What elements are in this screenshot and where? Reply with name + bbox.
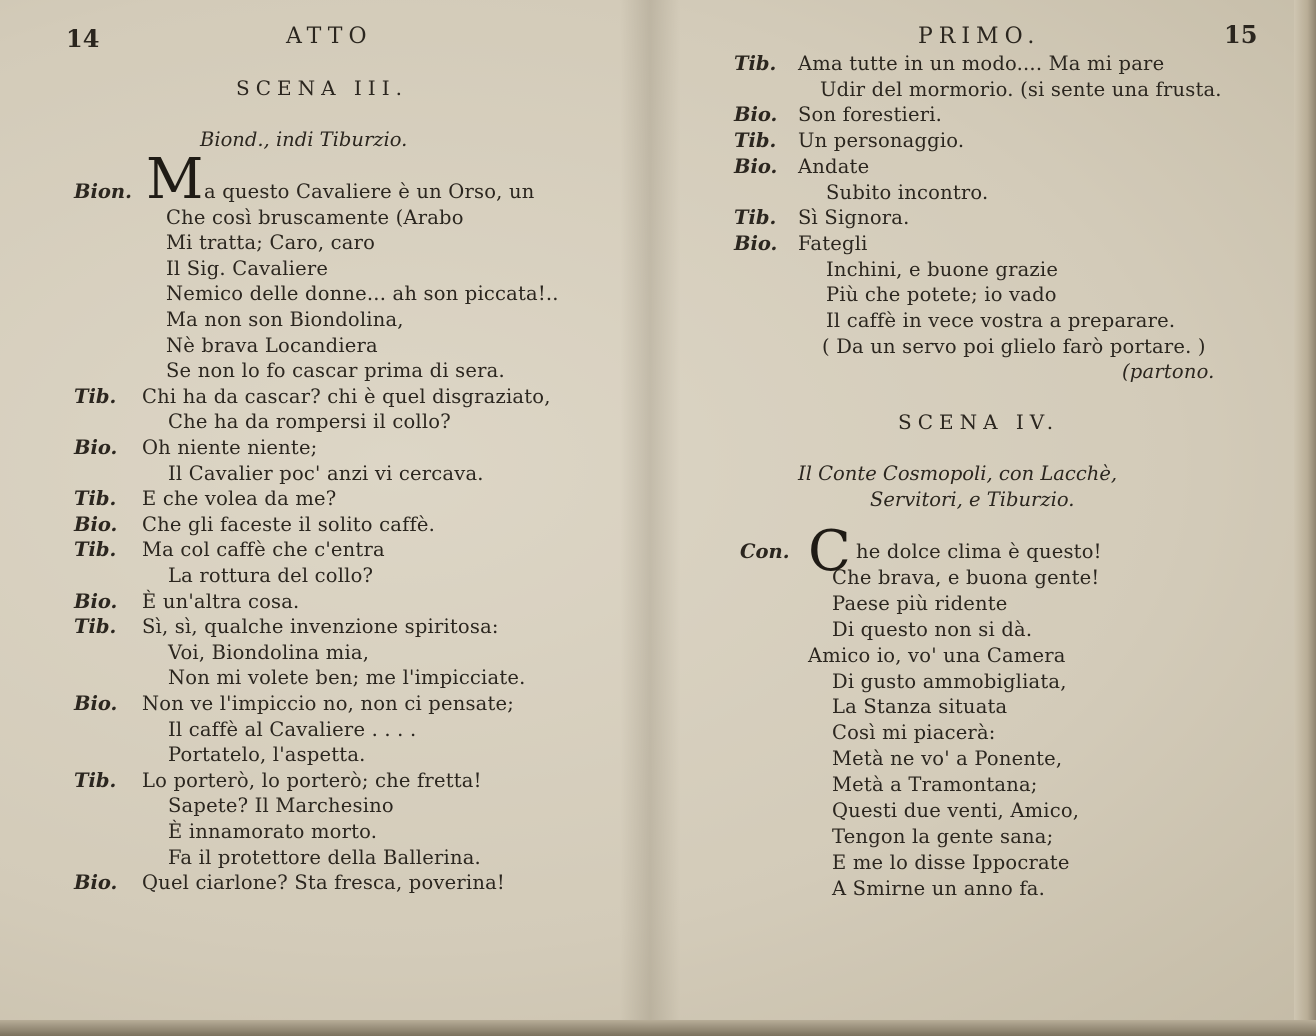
verse-line: È innamorato morto. bbox=[168, 820, 378, 843]
verse-line: Nemico delle donne... ah son piccata!.. bbox=[166, 282, 559, 306]
verse-line: Subito incontro. bbox=[826, 180, 989, 204]
speaker-label: Bio. bbox=[74, 436, 118, 459]
verse-line: a questo Cavaliere è un Orso, un bbox=[204, 180, 535, 203]
verse-line: Mi tratta; Caro, caro bbox=[166, 231, 376, 255]
verse-line: A Smirne un anno fa. bbox=[832, 876, 1046, 900]
speaker-label: Bio. bbox=[734, 103, 778, 127]
verse-line: È un'altra cosa. bbox=[142, 589, 300, 613]
verse-line: Più che potete; io vado bbox=[826, 283, 1057, 307]
running-head: ATTO bbox=[286, 24, 373, 49]
verse-line: Andate bbox=[798, 154, 870, 178]
speaker-label: Bio. bbox=[74, 512, 118, 536]
scene-persons: Il Conte Cosmopoli, con Lacchè, bbox=[798, 462, 1118, 485]
verse-line: Paese più ridente bbox=[832, 591, 1008, 615]
drop-cap: M bbox=[146, 147, 204, 212]
verse-line: Ama tutte in un modo.... Ma mi pare bbox=[798, 52, 1165, 75]
verse-line: Portatelo, l'aspetta. bbox=[168, 743, 366, 767]
verse-line: Che gli faceste il solito caffè. bbox=[142, 512, 436, 536]
speaker-label: Con. bbox=[740, 540, 790, 563]
speaker-label: Tib. bbox=[74, 768, 117, 792]
drop-cap: C bbox=[808, 519, 851, 584]
verse-line: Il caffè al Cavaliere . . . . bbox=[168, 717, 417, 741]
verse-line: Un personaggio. bbox=[798, 129, 965, 153]
verse-line: Se non lo fo cascar prima di sera. bbox=[166, 359, 505, 383]
right-page bbox=[652, 0, 1316, 1036]
verse-line: Voi, Biondolina mia, bbox=[168, 640, 370, 664]
verse-line: (partono. bbox=[1122, 360, 1215, 384]
speaker-label: Bio. bbox=[734, 231, 778, 255]
verse-line: Metà ne vo' a Ponente, bbox=[832, 747, 1063, 771]
verse-line: Quel ciarlone? Sta fresca, poverina! bbox=[142, 871, 505, 895]
verse-line: Nè brava Locandiera bbox=[166, 333, 378, 357]
verse-line: Fategli bbox=[798, 231, 868, 255]
verse-line: Sì, sì, qualche invenzione spiritosa: bbox=[142, 615, 499, 639]
speaker-label: Tib. bbox=[74, 615, 117, 639]
speaker-label: Bio. bbox=[74, 589, 118, 613]
speaker-label: Tib. bbox=[74, 487, 117, 511]
verse-line: Di questo non si dà. bbox=[832, 617, 1033, 641]
page-number: 14 bbox=[66, 24, 100, 53]
verse-line: Non mi volete ben; me l'impicciate. bbox=[168, 666, 526, 690]
speaker-label: Tib. bbox=[734, 52, 777, 75]
verse-line: Il Sig. Cavaliere bbox=[166, 256, 329, 280]
verse-line: Che così bruscamente (Arabo bbox=[166, 205, 464, 229]
verse-line: Il caffè in vece vostra a preparare. bbox=[826, 309, 1176, 332]
verse-line: he dolce clima è questo! bbox=[856, 540, 1102, 563]
verse-line: Metà a Tramontana; bbox=[832, 773, 1038, 797]
verse-line: Lo porterò, lo porterò; che fretta! bbox=[142, 768, 482, 792]
verse-line: Non ve l'impiccio no, non ci pensate; bbox=[142, 692, 515, 715]
verse-line: Che brava, e buona gente! bbox=[832, 565, 1100, 589]
scene-title: SCENA III. bbox=[236, 76, 408, 100]
speaker-label: Tib. bbox=[734, 129, 777, 153]
verse-line: Così mi piacerà: bbox=[832, 721, 996, 745]
verse-line: ( Da un servo poi glielo farò portare. ) bbox=[822, 334, 1206, 358]
verse-line: Tengon la gente sana; bbox=[832, 824, 1054, 848]
page-number: 15 bbox=[1224, 20, 1258, 49]
verse-line: Il Cavalier poc' anzi vi cercava. bbox=[168, 461, 484, 485]
scene-persons: Servitori, e Tiburzio. bbox=[870, 488, 1075, 511]
page-edge bbox=[1294, 0, 1316, 1036]
page-bottom-edge bbox=[0, 1020, 1316, 1036]
verse-line: Fa il protettore della Ballerina. bbox=[168, 845, 481, 869]
speaker-label: Bio. bbox=[74, 871, 118, 895]
verse-line: Questi due venti, Amico, bbox=[832, 799, 1080, 822]
speaker-label: Bio. bbox=[74, 692, 118, 715]
verse-line: Inchini, e buone grazie bbox=[826, 257, 1059, 281]
verse-line: Ma col caffè che c'entra bbox=[142, 538, 385, 562]
verse-line: Sapete? Il Marchesino bbox=[168, 794, 394, 818]
verse-line: Che ha da rompersi il collo? bbox=[168, 410, 451, 434]
scene-persons: Biond., indi Tiburzio. bbox=[200, 128, 408, 151]
verse-line: Sì Signora. bbox=[798, 206, 910, 230]
verse-line: Di gusto ammobigliata, bbox=[832, 669, 1067, 693]
speaker-label: Tib. bbox=[734, 206, 777, 230]
verse-line: Chi ha da cascar? chi è quel disgraziato, bbox=[142, 384, 551, 408]
verse-line: La Stanza situata bbox=[832, 695, 1008, 719]
speaker-label: Bion. bbox=[74, 180, 132, 203]
speaker-label: Tib. bbox=[74, 384, 117, 408]
speaker-label: Bio. bbox=[734, 154, 778, 178]
speaker-label: Tib. bbox=[74, 538, 117, 562]
verse-line: Amico io, vo' una Camera bbox=[808, 643, 1066, 667]
verse-line: Ma non son Biondolina, bbox=[166, 308, 404, 331]
running-head: PRIMO. bbox=[918, 24, 1041, 49]
verse-line: La rottura del collo? bbox=[168, 564, 374, 587]
verse-line: E che volea da me? bbox=[142, 487, 337, 511]
left-page bbox=[0, 0, 652, 1036]
verse-line: Oh niente niente; bbox=[142, 436, 318, 459]
verse-line: E me lo disse Ippocrate bbox=[832, 850, 1070, 874]
scene-title: SCENA IV. bbox=[898, 410, 1060, 434]
verse-line: Udir del mormorio. (si sente una frusta. bbox=[820, 77, 1222, 101]
verse-line: Son forestieri. bbox=[798, 103, 943, 127]
